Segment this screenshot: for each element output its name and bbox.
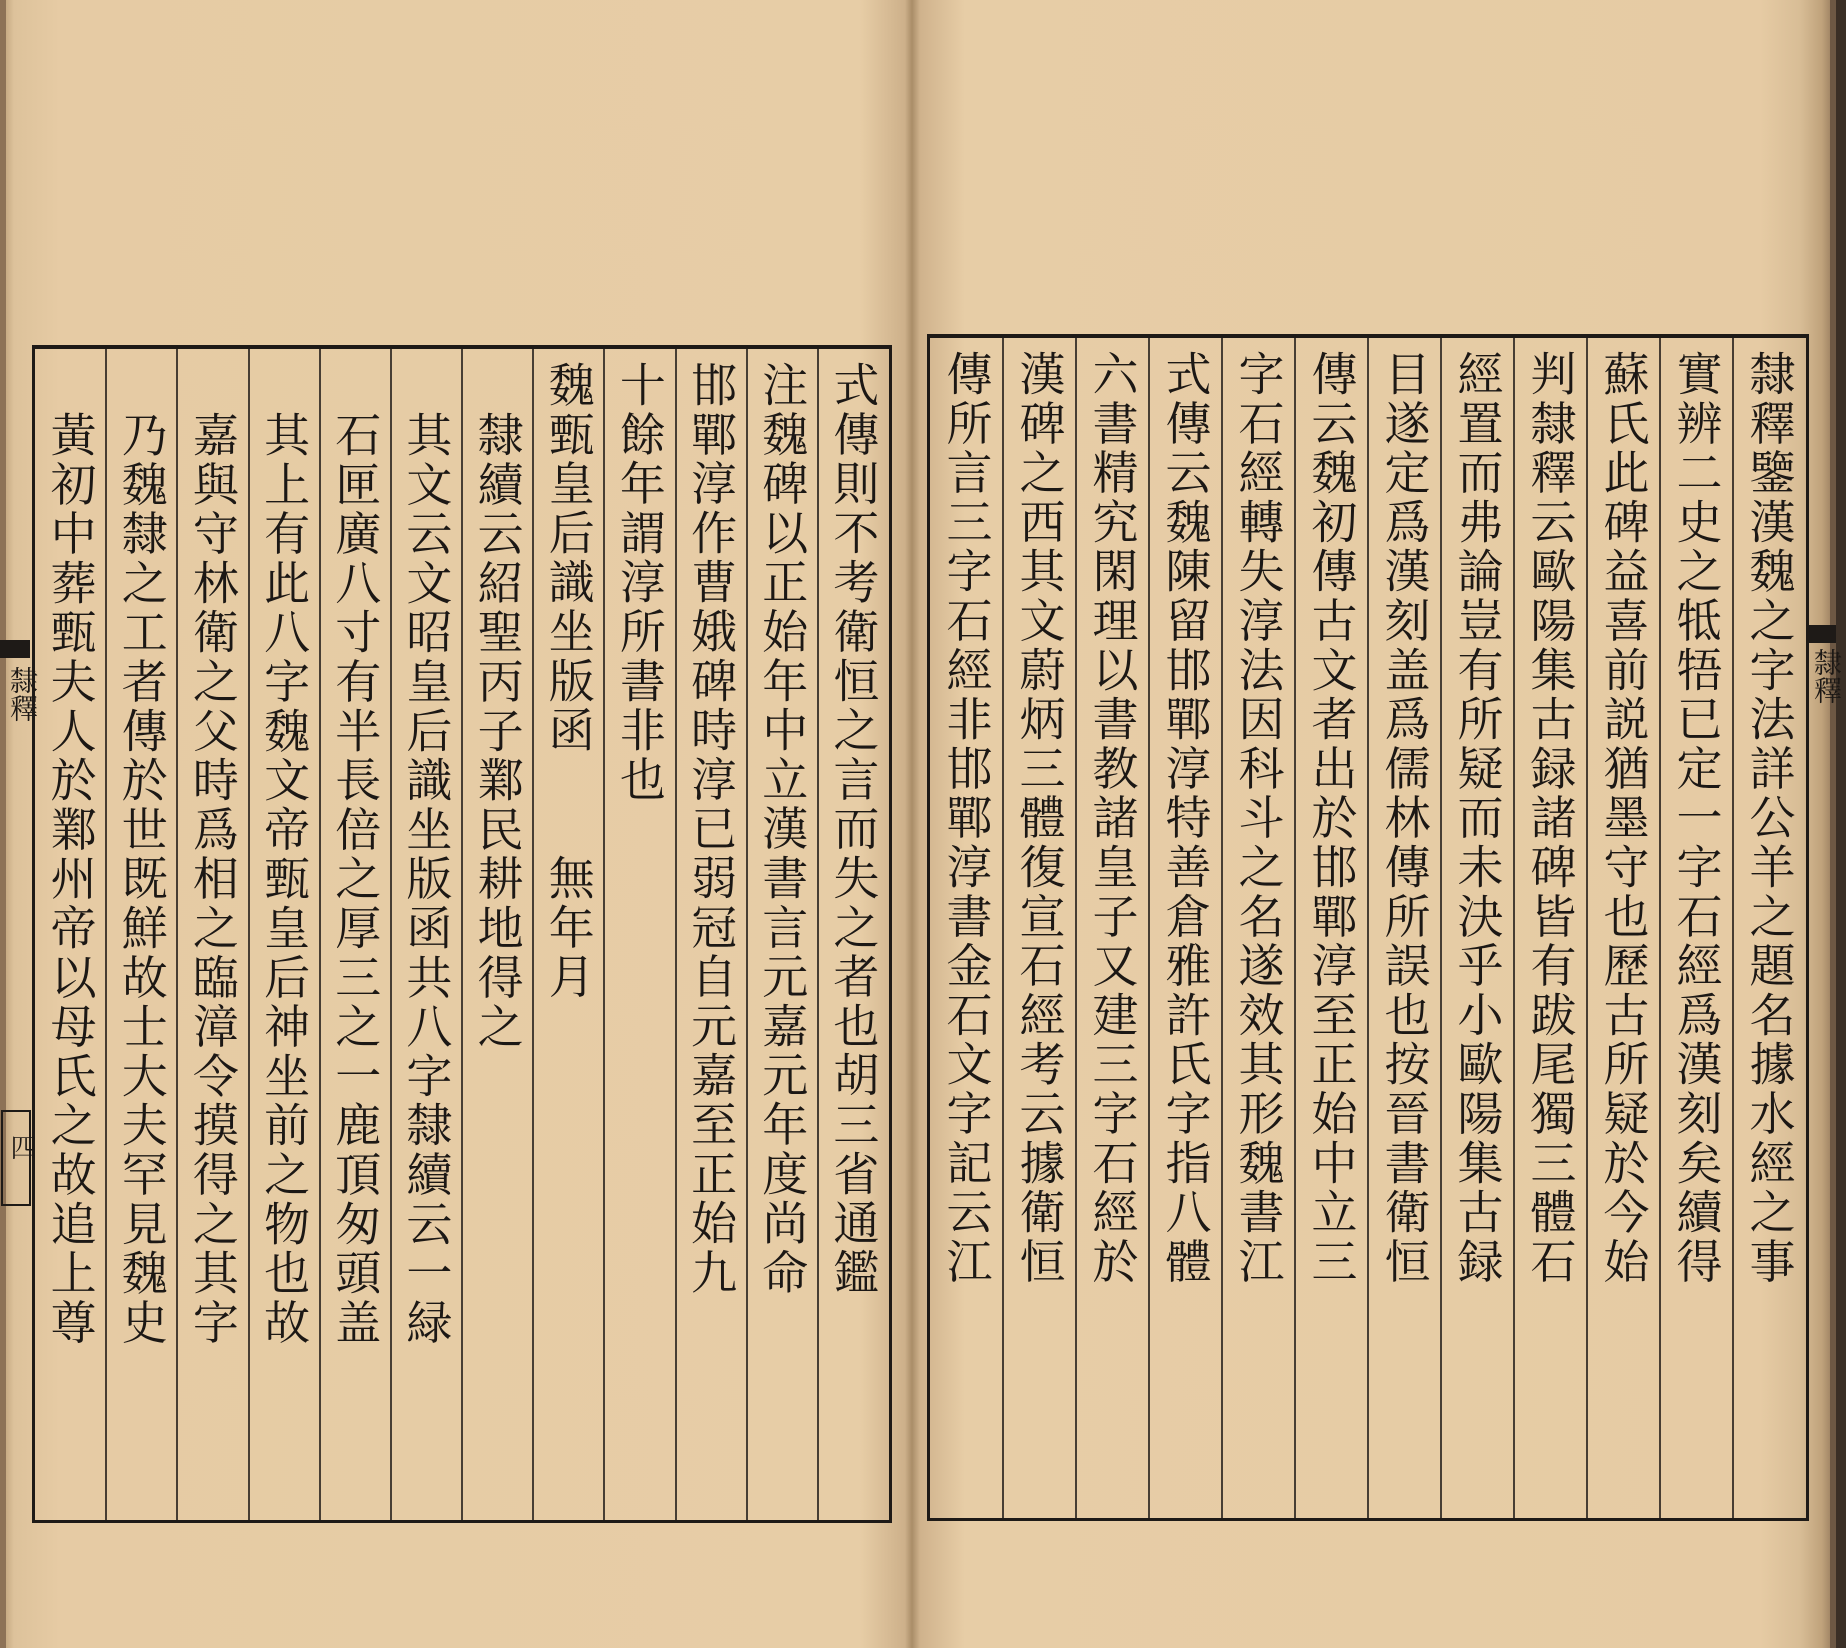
left-text-column (177, 349, 248, 1520)
left-column-text: 十餘年謂淳所書非也 (612, 361, 667, 805)
right-text-frame (927, 334, 1809, 1521)
left-fish-tail-mark (0, 640, 30, 658)
left-column-text: 注魏碑以正始年中立漢書言元嘉元年度尚命 (755, 361, 810, 1298)
left-text-column (106, 349, 177, 1520)
right-text-column (1076, 338, 1149, 1518)
left-text-column (818, 349, 889, 1520)
left-text-column (747, 349, 818, 1520)
right-column-text: 經置而弗論豈有所疑而未決乎小歐陽集古録 (1450, 350, 1505, 1287)
left-text-frame (32, 345, 892, 1523)
right-text-column (1368, 338, 1441, 1518)
left-text-column (391, 349, 462, 1520)
right-text-column (1733, 338, 1806, 1518)
right-text-column (1149, 338, 1222, 1518)
left-column-text: 嘉與守林衛之父時爲相之臨漳令摸得之其字 (185, 411, 240, 1348)
left-column-text: 石匣廣八寸有半長倍之厚三之一鹿頂匆頭盖 (328, 411, 383, 1348)
right-column-text: 式傳云魏陳留邯鄲淳特善倉雅許氏字指八體 (1158, 350, 1213, 1287)
left-column-text: 式傳則不考衛恒之言而失之者也胡三省通鑑 (826, 361, 881, 1298)
right-column-text: 判隸釋云歐陽集古録諸碑皆有跋尾獨三體石 (1523, 350, 1578, 1287)
left-column-text: 邯鄲淳作曹娥碑時淳已弱冠自元嘉至正始九 (684, 361, 739, 1298)
left-column-text: 黃初中葬甄夫人於鄴州帝以母氏之故追上尊 (43, 411, 98, 1348)
right-column-text: 蘇氏此碑益喜前説猶墨守也歷古所疑於今始 (1596, 350, 1651, 1287)
left-margin-title: 隸釋 (6, 666, 39, 722)
left-text-column (249, 349, 320, 1520)
left-column-text: 隸續云紹聖丙子鄴民耕地得之 (470, 411, 525, 1052)
right-text-column (930, 338, 1003, 1518)
left-text-column (676, 349, 747, 1520)
left-page (0, 0, 912, 1648)
right-column-text: 字石經轉失淳法因科斗之名遂效其形魏書江 (1231, 350, 1286, 1287)
right-text-column (1660, 338, 1733, 1518)
left-column-text: 其文云文昭皇后識坐版函共八字隸續云一緑 (399, 411, 454, 1348)
right-column-text: 實辨二史之牴牾已定一字石經爲漢刻矣續得 (1669, 350, 1724, 1287)
right-text-column (1514, 338, 1587, 1518)
left-page-number: 四 (6, 1134, 36, 1160)
left-column-text: 乃魏隸之工者傳於世既鮮故士大夫罕見魏史 (114, 411, 169, 1348)
right-column-text: 六書精究閑理以書教諸皇子又建三字石經於 (1085, 350, 1140, 1287)
right-column-text: 隸釋鑒漢魏之字法詳公羊之題名據水經之事 (1742, 350, 1797, 1287)
right-text-column (1587, 338, 1660, 1518)
right-column-text: 漢碑之西其文蔚炳三體復宣石經考云據衛恒 (1012, 350, 1067, 1287)
right-column-text: 傳云魏初傳古文者出於邯鄲淳至正始中立三 (1304, 350, 1359, 1287)
right-fish-tail-mark (1807, 625, 1836, 643)
right-column-text: 傳所言三字石經非邯鄲淳書金石文字記云江 (939, 350, 994, 1287)
left-text-column (533, 349, 604, 1520)
left-text-column (35, 349, 106, 1520)
right-text-column (1222, 338, 1295, 1518)
left-column-text: 其上有此八字魏文帝甄皇后神坐前之物也故 (257, 411, 312, 1348)
right-text-column (1441, 338, 1514, 1518)
right-column-text: 目遂定爲漢刻盖爲儒林傳所誤也按晉書衛恒 (1377, 350, 1432, 1287)
right-text-column (1003, 338, 1076, 1518)
right-text-column (1295, 338, 1368, 1518)
left-text-column (320, 349, 391, 1520)
left-text-column (462, 349, 533, 1520)
right-page (912, 0, 1843, 1648)
left-column-text: 魏甄皇后識坐版函 無年月 (541, 361, 596, 1002)
right-margin-title: 隸釋 (1810, 648, 1843, 704)
left-text-column (604, 349, 675, 1520)
